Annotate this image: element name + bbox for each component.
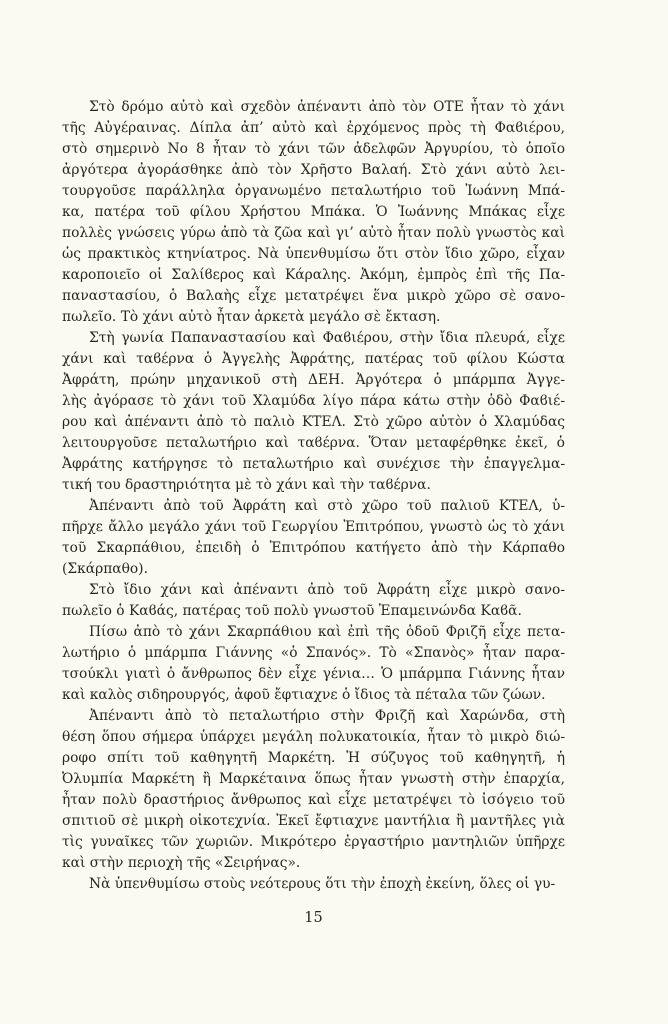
text-line: λωτήριο ὁ μπάρμπα Γιάννης «ὁ Σπανός». Τὸ «Σπανὸς» ἦταν παρα-: [62, 645, 565, 661]
text-line: στὸ σημερινὸ Νο 8 ἦταν τὸ χάνι τῶν ἀδελφῶν Ἀργυρίου, τὸ ὁποῖο: [62, 141, 565, 157]
text-block: [62, 97, 565, 895]
text-line: πωλεῖο ὁ Καϐάς, πατέρας τοῦ πολὺ γνωστοῦ Ἐπαμεινώνδα Καϐᾶ.: [62, 603, 522, 619]
text-line: τική του δραστηριότητα μὲ τὸ χάνι καὶ τὴν ταϐέρνα.: [62, 477, 431, 493]
text-line: ἦταν πολὺ δραστήριος ἄνθρωπος καὶ εἶχε μετατρέψει τὸ ἰσόγειο τοῦ: [62, 792, 565, 808]
text-line: πολλὲς γνώσεις γύρω ἀπὸ τὰ ζῶα καὶ γι’ αὐτὸ ἦταν πολὺ γνωστὸς καὶ: [62, 225, 565, 241]
text-line: καὶ στὴν περιοχὴ τῆς «Σειρήνας».: [62, 855, 301, 871]
text-line: θέση ὅπου σήμερα ὑπάρχει μεγάλη πολυκατοικία, ἦταν τὸ μικρὸ διώ-: [62, 729, 565, 745]
text-line: κα, πατέρα τοῦ φίλου Χρήστου Μπάκα. Ὁ Ἰωάννης Μπάκας εἶχε: [62, 204, 565, 220]
text-line: (Σκάρπαθο).: [62, 561, 148, 577]
text-line: Ἀφράτης κατήργησε τὸ πεταλωτήριο καὶ συνέχισε τὴν ἐπαγγελμα-: [62, 456, 565, 472]
text-line: σπιτιοῦ σὲ μικρὴ οἰκοτεχνία. Ἐκεῖ ἔφτιαχνε μαντήλια ἢ μαντῆλες γιὰ: [62, 813, 565, 829]
text-line: ρου καὶ ἀπέναντι ἀπὸ τὸ παλιὸ ΚΤΕΛ. Στὸ χῶρο αὐτὸν ὁ Χλαμύδας: [62, 414, 565, 430]
text-line: ἀργότερα ἀγοράσθηκε ἀπὸ τὸν Χρῆστο Βαλαή. Στὸ χάνι αὐτὸ λει-: [62, 162, 565, 178]
text-line: Νὰ ὑπενθυμίσω στοὺς νεότερους ὅτι τὴν ἐποχὴ ἐκείνη, ὅλες οἱ γυ-: [89, 876, 556, 892]
text-line: πῆρχε ἄλλο μεγάλο χάνι τοῦ Γεωργίου Ἐπιτρόπου, γνωστὸ ὡς τὸ χάνι: [62, 519, 565, 535]
text-line: τοῦ Σκαρπάθιου, ἐπειδὴ ὁ Ἐπιτρόπου κατήγετο ἀπὸ τὴν Κάρπαθο: [62, 540, 565, 556]
text-line: τῆς Αὐγέραινας. Δίπλα ἀπ’ αὐτὸ καὶ ἐρχόμενος πρὸς τὴ Φαϐιέρου,: [62, 120, 565, 136]
text-line: Ὀλυμπία Μαρκέτη ἢ Μαρκέταινα ὅπως ἦταν γνωστὴ στὴν ἐπαρχία,: [62, 771, 565, 787]
text-line: καροποιεῖο οἱ Σαλίϐερος καὶ Κάραλης. Ἀκόμη, ἐμπρὸς ἐπὶ τῆς Πα-: [62, 267, 565, 283]
paragraph: [62, 622, 565, 706]
text-line: Πίσω ἀπὸ τὸ χάνι Σκαρπάθιου καὶ ἐπὶ τῆς ὁδοῦ Φριζῆ εἶχε πετα-: [89, 624, 565, 640]
text-line: πωλεῖο. Τὸ χάνι αὐτὸ ἦταν ἀρκετὰ μεγάλο σὲ ἔκταση.: [62, 309, 441, 325]
text-line: Στὴ γωνία Παπαναστασίου καὶ Φαϐιέρου, στὴν ἴδια πλευρά, εἶχε: [89, 330, 565, 346]
text-line: λειτουργοῦσε πεταλωτήριο καὶ ταϐέρνα. Ὅταν μεταφέρθηκε ἐκεῖ, ὁ: [62, 435, 565, 451]
text-line: λὴς ἀγόρασε τὸ χάνι τοῦ Χλαμύδα λίγο πάρα κάτω στὴν ὁδὸ Φαϐιέ-: [62, 393, 565, 409]
paragraph: [62, 496, 565, 580]
text-line: Στὸ ἴδιο χάνι καὶ ἀπέναντι ἀπὸ τοῦ Ἀφράτη εἶχε μικρὸ σανο-: [89, 582, 565, 598]
text-line: Στὸ δρόμο αὐτὸ καὶ σχεδὸν ἀπέναντι ἀπὸ τὸν ΟΤΕ ἦταν τὸ χάνι: [89, 99, 565, 115]
text-line: καὶ καλὸς σιδηρουργός, ἀφοῦ ἔφτιαχνε ὁ ἴδιος τὰ πέταλα τῶν ζώων.: [62, 687, 546, 703]
text-line: παναστασίου, ὁ Βαλαὴς εἶχε μετατρέψει ἕνα μικρὸ χῶρο σὲ σανο-: [62, 288, 565, 304]
text-line: Ἀπέναντι ἀπὸ τοῦ Ἀφράτη καὶ στὸ χῶρο τοῦ παλιοῦ ΚΤΕΛ, ὑ-: [89, 498, 565, 514]
paragraph: [62, 706, 565, 874]
text-line: ὡς πρακτικὸς κτηνίατρος. Νὰ ὑπενθυμίσω ὅτι στὸν ἴδιο χῶρο, εἶχαν: [62, 246, 565, 262]
paragraph: [62, 580, 565, 622]
text-line: Ἀφράτη, πρώην μηχανικοῦ στὴ ΔΕΗ. Ἀργότερα ὁ μπάρμπα Ἀγγε-: [62, 372, 565, 388]
text-line: τσούκλι γιατὶ ὁ ἄνθρωπος δὲν εἶχε γένια… Ὁ μπάρμπα Γιάννης ἦταν: [62, 666, 565, 682]
paragraph: [62, 874, 565, 895]
text-line: τὶς γυναῖκες τῶν χωριῶν. Μικρότερο ἐργαστήριο μαντηλιῶν ὑπῆρχε: [62, 834, 565, 850]
paragraph: [62, 97, 565, 328]
paragraph: [62, 328, 565, 496]
text-line: ροφο σπίτι τοῦ καθηγητῆ Μαρκέτη. Ἡ σύζυγος τοῦ καθηγητῆ, ἡ: [62, 750, 565, 766]
text-line: τουργοῦσε παράλληλα ὀργανωμένο πεταλωτήριο τοῦ Ἰωάννη Μπά-: [62, 183, 565, 199]
text-line: χάνι καὶ ταϐέρνα ὁ Ἀγγελὴς Ἀφράτης, πατέρας τοῦ φίλου Κώστα: [62, 351, 565, 367]
page-number: 15: [304, 910, 323, 926]
text-line: Ἀπέναντι ἀπὸ τὸ πεταλωτήριο στὴν Φριζῆ καὶ Χαρώνδα, στὴ: [89, 708, 565, 724]
